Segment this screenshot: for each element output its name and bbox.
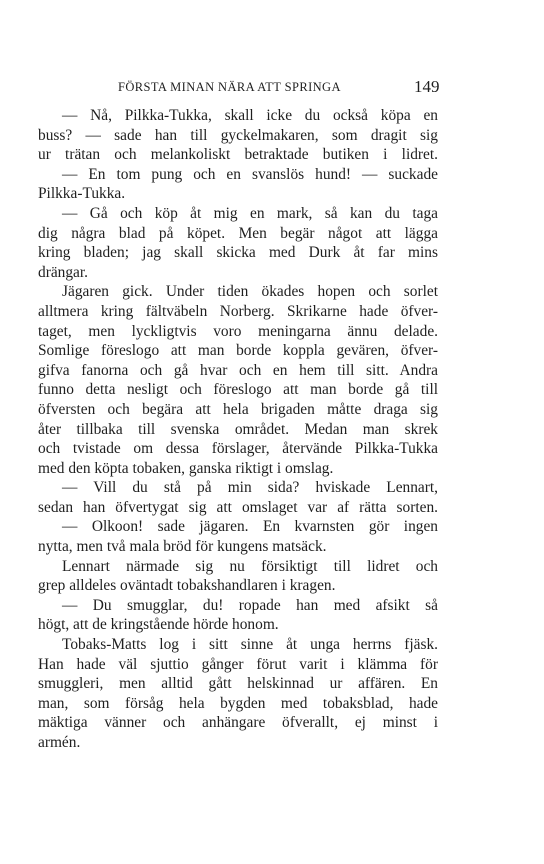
text-line: och tvistade om dessa förslager, återvände Pilkka-Tukka	[38, 440, 438, 458]
text-line: alltmera kring fältväbeln Norberg. Skrikarne hade öfver-	[38, 302, 438, 320]
text-line: Tobaks-Matts log i sitt sinne åt unga herrns fjäsk.	[62, 636, 438, 654]
text-line: Pilkka-Tukka.	[38, 185, 126, 203]
text-line: funno detta nesligt och föreslogo att man borde gå till	[38, 381, 438, 399]
text-line: Lennart närmade sig nu försiktigt till lidret och	[62, 557, 438, 575]
text-line: man, som försåg hela bygden med tobaksblad, hade	[38, 694, 438, 712]
text-line: taget, men lyckligtvis voro meningarna ännu delade.	[38, 322, 438, 340]
text-line: sedan han öfvertygat sig att omslaget var af rätta sorten.	[38, 498, 438, 516]
text-line: — Du smugglar, du! ropade han med afsikt så	[62, 596, 438, 614]
text-line: — Olkoon! sade jägaren. En kvarnsten gör ingen	[62, 518, 438, 536]
text-line: drängar.	[38, 263, 88, 281]
text-line: — Vill du stå på min sida? hviskade Lennart,	[62, 479, 438, 497]
text-line: Han hade väl sjuttio gånger förut varit i klämma för	[38, 655, 438, 673]
text-line: åter tillbaka till svenska området. Medan man skrek	[38, 420, 438, 438]
text-line: — Nå, Pilkka-Tukka, skall icke du också köpa en	[62, 107, 438, 124]
body-text	[38, 106, 438, 753]
text-line: högt, att de kringstående hörde honom.	[38, 616, 279, 634]
text-line: nytta, men två mala bröd för kungens matsäck.	[38, 538, 327, 556]
text-line: dig några blad på köpet. Men begär något att lägga	[38, 224, 438, 242]
text-line: kring bladen; jag skall skicka med Durk åt far mins	[38, 244, 438, 262]
text-line: grep alldeles oväntadt tobakshandlaren i kragen.	[38, 577, 336, 595]
text-line: smuggleri, men alltid gått helskinnad ur affären. En	[38, 675, 438, 693]
text-line: mäktiga vänner och anhängare öfverallt, ej minst i	[38, 714, 438, 732]
page-number: 149	[414, 77, 440, 96]
text-line: med den köpta tobaken, ganska riktigt i omslag.	[38, 459, 334, 477]
chapter-title: FÖRSTA MINAN NÄRA ATT SPRINGA	[118, 80, 341, 94]
text-line: gifva fanorna och gå hvar och en hem till sitt. Andra	[38, 361, 438, 379]
text-line: öfversten och begära att hela brigaden måtte draga sig	[38, 400, 438, 418]
text-line: armén.	[38, 734, 81, 751]
text-line: — En tom pung och en svanslös hund! — suckade	[62, 165, 438, 183]
text-line: Somlige föreslogo att man borde koppla gevären, öfver-	[38, 342, 438, 360]
running-head	[0, 78, 544, 100]
text-line: ur trätan och melankoliskt betraktade butiken i lidret.	[38, 146, 438, 164]
text-line: — Gå och köp åt mig en mark, så kan du taga	[62, 204, 438, 222]
text-line: Jägaren gick. Under tiden ökades hopen och sorlet	[62, 283, 438, 301]
text-line: buss? — sade han till gyckelmakaren, som dragit sig	[38, 126, 438, 144]
